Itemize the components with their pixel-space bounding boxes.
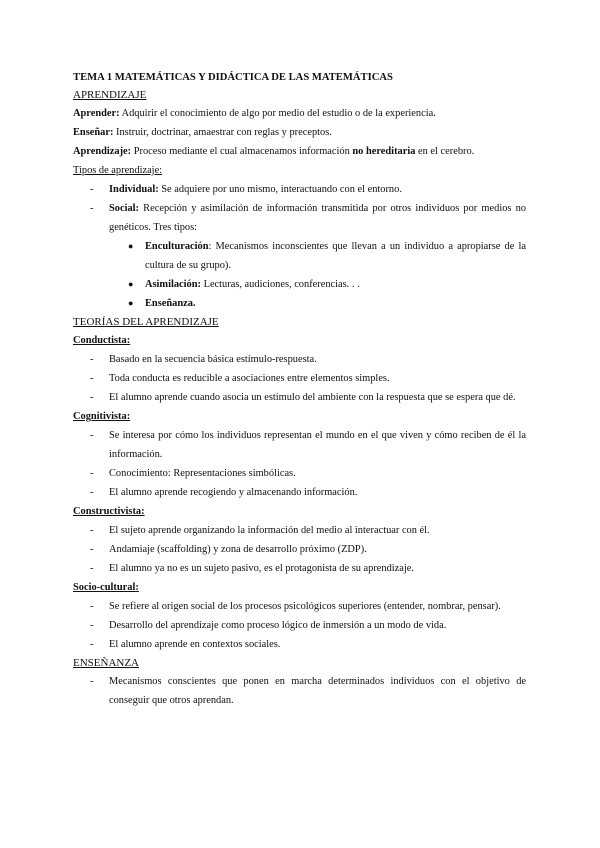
list-item [73, 635, 526, 654]
dash-marker: - [90, 601, 94, 612]
subheading-socio-cultural: Socio-cultural: [73, 582, 139, 593]
list-item [73, 597, 526, 616]
list-item-term: Individual: [109, 184, 159, 195]
list-item [73, 350, 526, 369]
document-title: TEMA 1 MATEMÁTICAS Y DIDÁCTICA DE LAS MATEMÁTICAS [73, 72, 393, 83]
list-item-text: Andamiaje (scaffolding) y zona de desarrollo próximo (ZDP). [109, 544, 367, 555]
definition-ensenar [73, 123, 526, 142]
list-item-text: Lecturas, audiciones, conferencias. . . [201, 279, 360, 290]
tipos-label: Tipos de aprendizaje: [73, 165, 163, 176]
dash-marker: - [90, 620, 94, 631]
definition-text-end: en el cerebro. [415, 146, 475, 157]
list-item [73, 559, 526, 578]
conductista-list [73, 350, 526, 407]
dash-marker: - [90, 676, 94, 687]
dash-marker: - [90, 525, 94, 536]
list-item-text: El sujeto aprende organizando la información del medio al interactuar con él. [109, 525, 430, 536]
list-item-text: Toda conducta es reducible a asociaciones entre elementos simples. [109, 373, 390, 384]
dash-marker: - [90, 430, 94, 441]
social-tipos-list [73, 237, 526, 313]
list-item-term: Social: [109, 203, 140, 214]
list-item [73, 483, 526, 502]
cognitivista-list [73, 426, 526, 502]
dash-marker: - [90, 373, 94, 384]
subheading-conductista: Conductista: [73, 335, 131, 346]
constructivista-list [73, 521, 526, 578]
list-item-text: El alumno aprende recogiendo y almacenando información. [109, 487, 358, 498]
definition-term: Aprendizaje: [73, 146, 132, 157]
list-item-text: Mecanismos conscientes que ponen en marcha determinados individuos con el objetivo de conseguir que otros aprendan. [109, 676, 526, 706]
list-item-text: Basado en la secuencia básica estímulo-respuesta. [109, 354, 317, 365]
list-item-text: Se adquiere por uno mismo, interactuando con el entorno. [158, 184, 402, 195]
list-item [73, 616, 526, 635]
list-item-text: Conocimiento: Representaciones simbólicas. [109, 468, 296, 479]
dash-marker: - [90, 468, 94, 479]
list-item-text: El alumno aprende en contextos sociales. [109, 639, 281, 650]
tipos-list [73, 180, 526, 237]
definition-aprender [73, 104, 526, 123]
list-item [73, 672, 526, 710]
list-item-text: Se refiere al origen social de los procesos psicológicos superiores (entender, nombrar, pensar). [109, 601, 501, 612]
dash-marker: - [90, 487, 94, 498]
definition-term: Enseñar: [73, 127, 114, 138]
list-item-term: Enculturación [145, 241, 209, 252]
dash-marker: - [90, 392, 94, 403]
ensenanza-list [73, 672, 526, 710]
dash-marker: - [90, 354, 94, 365]
list-item [73, 294, 526, 313]
list-item [73, 521, 526, 540]
definition-text: Proceso mediante el cual almacenamos información [131, 146, 353, 157]
list-item [73, 180, 526, 199]
bullet-marker: ● [128, 241, 134, 251]
list-item [73, 199, 526, 237]
dash-marker: - [90, 563, 94, 574]
section-heading-aprendizaje: APRENDIZAJE [73, 89, 147, 101]
section-heading-teorias: TEORÍAS DEL APRENDIZAJE [73, 316, 219, 328]
definition-term: Aprender: [73, 108, 120, 119]
list-item-term: Asimilación: [145, 279, 201, 290]
list-item-text: Recepción y asimilación de información transmitida por otros individuos por medios no genéticos. Tres tipos: [109, 203, 526, 233]
list-item-text: : Mecanismos inconscientes que llevan a un individuo a apropiarse de la cultura de su grupo). [145, 241, 526, 271]
definition-aprendizaje [73, 142, 526, 161]
list-item-text: Desarrollo del aprendizaje como proceso lógico de inmersión a un modo de vida. [109, 620, 447, 631]
list-item [73, 388, 526, 407]
dash-marker: - [90, 639, 94, 650]
list-item-text: Se interesa por cómo los individuos representan el mundo en el que viven y cómo reciben de él la información. [109, 430, 526, 460]
list-item-term: Enseñanza. [145, 298, 196, 309]
socio-cultural-list [73, 597, 526, 654]
section-heading-ensenanza: ENSEÑANZA [73, 657, 139, 669]
list-item [73, 275, 526, 294]
subheading-cognitivista: Cognitivista: [73, 411, 131, 422]
dash-marker: - [90, 203, 94, 214]
list-item-text: El alumno ya no es un sujeto pasivo, es el protagonista de su aprendizaje. [109, 563, 415, 574]
bullet-marker: ● [128, 298, 134, 308]
document-page [73, 70, 526, 710]
list-item-text: El alumno aprende cuando asocia un estímulo del ambiente con la respuesta que se espera que dé. [109, 392, 516, 403]
bullet-marker: ● [128, 279, 134, 289]
list-item [73, 369, 526, 388]
subheading-constructivista: Constructivista: [73, 506, 145, 517]
list-item [73, 540, 526, 559]
definition-emphasis: no hereditaria [352, 146, 416, 157]
list-item [73, 237, 526, 275]
definition-text: Instruir, doctrinar, amaestrar con reglas y preceptos. [113, 127, 332, 138]
list-item [73, 464, 526, 483]
list-item [73, 426, 526, 464]
dash-marker: - [90, 184, 94, 195]
dash-marker: - [90, 544, 94, 555]
definition-text: Adquirir el conocimiento de algo por medio del estudio o de la experiencia. [119, 108, 436, 119]
